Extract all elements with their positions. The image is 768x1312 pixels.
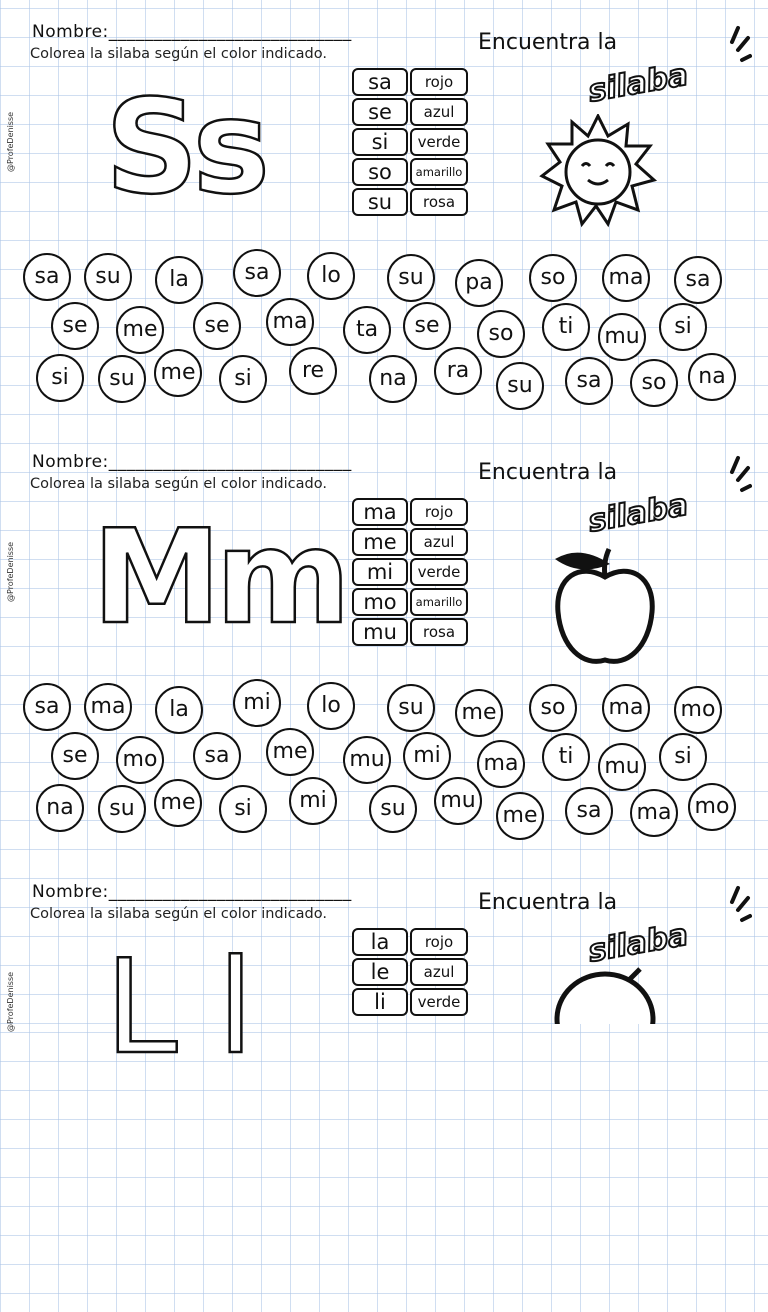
syllable-circle[interactable]: na (369, 355, 417, 403)
watermark-handle: @ProfeDenisse (6, 971, 15, 1032)
color-key-row (352, 158, 468, 186)
syllable-circle[interactable]: pa (455, 259, 503, 307)
color-key-row (352, 958, 468, 986)
key-syllable: se (352, 98, 408, 126)
key-syllable: su (352, 188, 408, 216)
key-color: amarillo (410, 588, 468, 616)
syllable-circle[interactable]: ma (602, 254, 650, 302)
activity-title: Encuentra la (478, 460, 618, 485)
key-color: rosa (410, 188, 468, 216)
color-key-table (352, 928, 468, 1018)
apple-icon (550, 542, 660, 671)
sparkle-icon (728, 884, 752, 924)
syllable-circle[interactable]: ti (542, 733, 590, 781)
sun-icon (538, 114, 658, 233)
syllable-circle[interactable]: la (155, 686, 203, 734)
color-key-row (352, 68, 468, 96)
syllable-circle[interactable]: si (219, 785, 267, 833)
syllable-circle[interactable]: sa (233, 249, 281, 297)
worksheet-section (0, 452, 768, 882)
activity-title-word: silaba (585, 57, 691, 110)
syllable-circle[interactable]: si (659, 733, 707, 781)
key-color: rojo (410, 68, 468, 96)
syllable-circle[interactable]: me (496, 792, 544, 840)
activity-title-word: silaba (585, 487, 691, 540)
tracing-letters: Ss (105, 71, 265, 223)
sparkle-icon (728, 454, 752, 494)
key-syllable: mu (352, 618, 408, 646)
key-color: rojo (410, 498, 468, 526)
syllable-circle[interactable]: sa (674, 256, 722, 304)
color-key-row (352, 558, 468, 586)
syllable-circle[interactable]: mu (343, 736, 391, 784)
key-color: verde (410, 558, 468, 586)
syllable-circle[interactable]: ma (477, 740, 525, 788)
instruction-text: Colorea la silaba según el color indicado. (30, 476, 327, 492)
syllable-circle[interactable]: mu (598, 313, 646, 361)
activity-title: Encuentra la (478, 30, 618, 55)
tracing-letters: Ll (105, 931, 294, 1083)
syllable-circle[interactable]: mu (434, 777, 482, 825)
syllable-circle[interactable]: su (98, 355, 146, 403)
activity-title: Encuentra la (478, 890, 618, 915)
syllable-circle[interactable]: sa (565, 357, 613, 405)
syllable-circle[interactable]: su (387, 254, 435, 302)
key-syllable: la (352, 928, 408, 956)
key-syllable: mo (352, 588, 408, 616)
color-key-row (352, 588, 468, 616)
syllable-circle[interactable]: mi (403, 732, 451, 780)
color-key-row (352, 188, 468, 216)
key-syllable: me (352, 528, 408, 556)
syllable-circle[interactable]: se (51, 302, 99, 350)
key-color: rosa (410, 618, 468, 646)
name-field-label[interactable]: Nombre:___________________________ (32, 452, 352, 472)
syllable-circle[interactable]: se (193, 302, 241, 350)
syllable-circle[interactable]: so (529, 684, 577, 732)
syllable-circle[interactable]: mo (688, 783, 736, 831)
worksheet-section (0, 882, 768, 1312)
color-key-row (352, 498, 468, 526)
syllable-circle[interactable]: su (98, 785, 146, 833)
syllable-circle[interactable]: si (219, 355, 267, 403)
syllable-circle[interactable]: su (496, 362, 544, 410)
key-color: azul (410, 958, 468, 986)
key-color: amarillo (410, 158, 468, 186)
color-key-row (352, 128, 468, 156)
syllable-circle[interactable]: re (289, 347, 337, 395)
syllable-circle[interactable]: mi (233, 679, 281, 727)
syllable-circle[interactable]: so (630, 359, 678, 407)
key-syllable: sa (352, 68, 408, 96)
syllable-circle[interactable]: ta (343, 306, 391, 354)
instruction-text: Colorea la silaba según el color indicado. (30, 46, 327, 62)
syllable-circle[interactable]: se (403, 302, 451, 350)
syllable-circle[interactable]: su (387, 684, 435, 732)
color-key-row (352, 98, 468, 126)
syllable-circle[interactable]: ma (602, 684, 650, 732)
syllable-circle[interactable]: me (116, 306, 164, 354)
color-key-table (352, 498, 468, 648)
syllable-circle[interactable]: lo (307, 252, 355, 300)
color-key-table (352, 68, 468, 218)
syllable-circle[interactable]: la (155, 256, 203, 304)
syllable-circle[interactable]: ma (84, 683, 132, 731)
syllable-circle[interactable]: sa (23, 253, 71, 301)
syllable-circle[interactable]: lo (307, 682, 355, 730)
key-color: verde (410, 128, 468, 156)
syllable-circle[interactable]: sa (193, 732, 241, 780)
color-key-row (352, 528, 468, 556)
color-key-row (352, 988, 468, 1016)
syllable-circle[interactable]: mu (598, 743, 646, 791)
key-syllable: le (352, 958, 408, 986)
tracing-letters: Mm (92, 501, 345, 653)
syllable-circle[interactable]: su (369, 785, 417, 833)
color-key-row (352, 618, 468, 646)
syllable-circle[interactable]: mo (116, 736, 164, 784)
key-color: azul (410, 528, 468, 556)
syllable-circle[interactable]: si (36, 354, 84, 402)
syllable-circle[interactable]: ti (542, 303, 590, 351)
key-color: verde (410, 988, 468, 1016)
name-field-label[interactable]: Nombre:___________________________ (32, 22, 352, 42)
key-syllable: ma (352, 498, 408, 526)
color-key-row (352, 928, 468, 956)
sparkle-icon (728, 24, 752, 64)
syllable-circle[interactable]: sa (565, 787, 613, 835)
syllable-circle[interactable]: ma (266, 298, 314, 346)
key-syllable: si (352, 128, 408, 156)
lemon-icon (550, 964, 660, 1028)
key-color: rojo (410, 928, 468, 956)
syllable-circle[interactable]: se (51, 732, 99, 780)
syllable-circle[interactable]: so (477, 310, 525, 358)
watermark-handle: @ProfeDenisse (6, 111, 15, 172)
key-syllable: mi (352, 558, 408, 586)
instruction-text: Colorea la silaba según el color indicado. (30, 906, 327, 922)
syllable-circle[interactable]: si (659, 303, 707, 351)
syllable-circle[interactable]: ma (630, 789, 678, 837)
syllable-circle[interactable]: me (154, 349, 202, 397)
name-field-label[interactable]: Nombre:___________________________ (32, 882, 352, 902)
syllable-circle[interactable]: sa (23, 683, 71, 731)
syllable-circle[interactable]: ra (434, 347, 482, 395)
activity-title-word: silaba (585, 917, 691, 970)
syllable-circle[interactable]: me (154, 779, 202, 827)
syllable-circle[interactable]: mi (289, 777, 337, 825)
syllable-circle[interactable]: na (688, 353, 736, 401)
syllable-circle[interactable]: na (36, 784, 84, 832)
syllable-circle[interactable]: su (84, 253, 132, 301)
syllable-circle[interactable]: me (266, 728, 314, 776)
watermark-handle: @ProfeDenisse (6, 541, 15, 602)
key-syllable: so (352, 158, 408, 186)
key-color: azul (410, 98, 468, 126)
syllable-circle[interactable]: mo (674, 686, 722, 734)
worksheet-section (0, 22, 768, 452)
key-syllable: li (352, 988, 408, 1016)
syllable-circle[interactable]: so (529, 254, 577, 302)
syllable-circle[interactable]: me (455, 689, 503, 737)
